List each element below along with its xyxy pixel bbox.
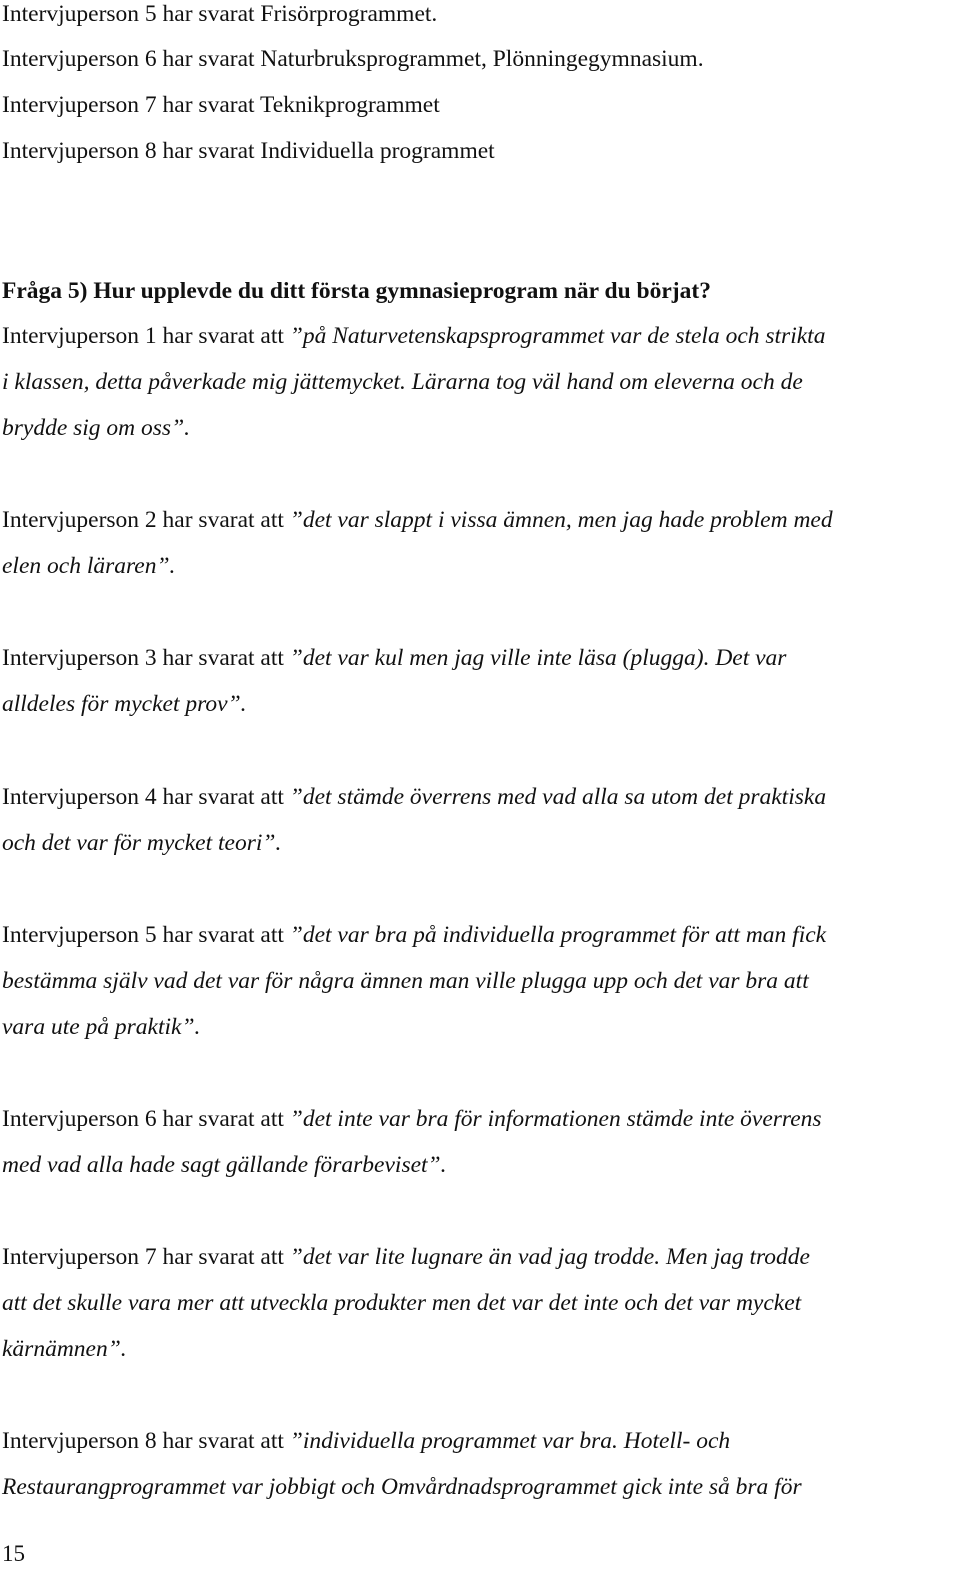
answer-quote: ”det var bra på individuella programmet för att man fick bbox=[289, 922, 827, 948]
answer-3-line-2: alldeles för mycket prov”. bbox=[2, 691, 247, 717]
answer-4-line-1 bbox=[2, 783, 826, 811]
answer-prefix: Intervjuperson 4 har svarat att bbox=[2, 784, 290, 810]
answer-1-line-1 bbox=[2, 322, 825, 350]
intro-line: Intervjuperson 8 har svarat Individuella programmet bbox=[2, 138, 495, 164]
answer-8-line-2: Restaurangprogrammet var jobbigt och Omvårdnadsprogrammet gick inte så bra för bbox=[2, 1474, 802, 1500]
answer-quote: ”på Naturvetenskapsprogrammet var de stela och strikta bbox=[289, 323, 826, 349]
answer-8-line-1 bbox=[2, 1427, 730, 1455]
answer-prefix: Intervjuperson 7 har svarat att bbox=[2, 1244, 290, 1270]
answer-4-line-2: och det var för mycket teori”. bbox=[2, 830, 282, 856]
answer-5-line-2: bestämma själv vad det var för några ämnen man ville plugga upp och det var bra att bbox=[2, 968, 809, 994]
answer-prefix: Intervjuperson 1 har svarat att bbox=[2, 323, 290, 349]
answer-prefix: Intervjuperson 3 har svarat att bbox=[2, 645, 290, 671]
answer-3-line-1 bbox=[2, 644, 786, 672]
answer-2-line-2: elen och läraren”. bbox=[2, 553, 176, 579]
answer-prefix: Intervjuperson 5 har svarat att bbox=[2, 922, 290, 948]
answer-prefix: Intervjuperson 6 har svarat att bbox=[2, 1106, 290, 1132]
answer-quote: ”det inte var bra för informationen stämde inte överrens bbox=[289, 1106, 822, 1132]
answer-5-line-1 bbox=[2, 921, 826, 949]
answer-quote: ”det var slappt i vissa ämnen, men jag hade problem med bbox=[289, 507, 833, 533]
intro-line: Intervjuperson 6 har svarat Naturbruksprogrammet, Plönningegymnasium. bbox=[2, 46, 704, 72]
intro-line: Intervjuperson 7 har svarat Teknikprogrammet bbox=[2, 92, 440, 118]
question-heading: Fråga 5) Hur upplevde du ditt första gymnasieprogram när du börjat? bbox=[2, 278, 711, 304]
answer-5-line-3: vara ute på praktik”. bbox=[2, 1014, 201, 1040]
answer-1-line-3: brydde sig om oss”. bbox=[2, 415, 191, 441]
answer-2-line-1 bbox=[2, 506, 833, 534]
answer-prefix: Intervjuperson 8 har svarat att bbox=[2, 1428, 290, 1454]
answer-1-line-2: i klassen, detta påverkade mig jättemycket. Lärarna tog väl hand om eleverna och de bbox=[2, 369, 803, 395]
answer-7-line-1 bbox=[2, 1243, 810, 1271]
answer-6-line-2: med vad alla hade sagt gällande förarbeviset”. bbox=[2, 1152, 447, 1178]
answer-quote: ”individuella programmet var bra. Hotell- och bbox=[289, 1428, 731, 1454]
page-number: 15 bbox=[2, 1541, 25, 1566]
answer-prefix: Intervjuperson 2 har svarat att bbox=[2, 507, 290, 533]
answer-6-line-1 bbox=[2, 1105, 822, 1133]
answer-quote: ”det stämde överrens med vad alla sa utom det praktiska bbox=[289, 784, 827, 810]
intro-line: Intervjuperson 5 har svarat Frisörprogrammet. bbox=[2, 1, 438, 27]
answer-quote: ”det var kul men jag ville inte läsa (plugga). Det var bbox=[289, 645, 787, 671]
answer-7-line-2: att det skulle vara mer att utveckla produkter men det var det inte och det var mycket bbox=[2, 1290, 802, 1316]
answer-7-line-3: kärnämnen”. bbox=[2, 1336, 127, 1362]
answer-quote: ”det var lite lugnare än vad jag trodde. Men jag trodde bbox=[289, 1244, 810, 1270]
